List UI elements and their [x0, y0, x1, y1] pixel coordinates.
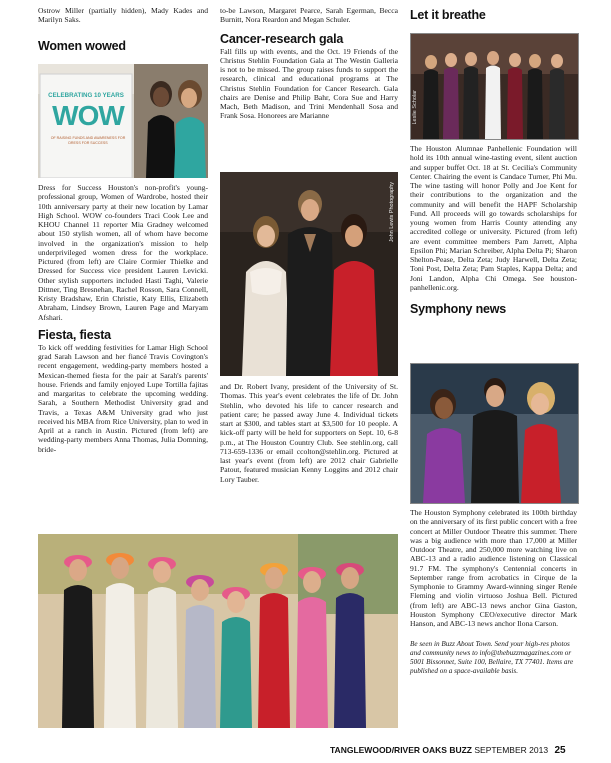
- fiesta-heading: Fiesta, fiesta: [38, 327, 111, 342]
- column-1: [38, 0, 208, 53]
- carryover-text: Ostrow Miller (partially hidden), Mady Kades and Marilyn Saks.: [38, 6, 208, 25]
- wow-banner-subtitle: OF RAISING FUNDS AND AWARENESS FOR DRESS FOR SUCCESS: [50, 136, 126, 145]
- magazine-name: TANGLEWOOD/RIVER OAKS BUZZ: [330, 745, 472, 755]
- symphony-photo: [410, 363, 579, 504]
- submission-note: Be seen in Buzz About Town. Send your high-res photos and community news to info@thebuzzmagazines.com or 5001 Bissonnet, Suite 100, Bellaire, TX 77401. Items are published on a space-available basis.: [410, 640, 574, 676]
- panhellenic-photo-credit: Leslie Scholar: [412, 90, 418, 125]
- symphony-news-body: The Houston Symphony celebrated its 100th birthday on the anniversary of its first public concert with a free concert at Miller Outdoor Theatre this summer. There was a big audience with more than 17,000 at Miller Outdoor Theatre, and 250,000 more watching live on ABC-13 and a radio audience listening on Classical 91.7 FM. The symphony's Centennial concerts in September range from acrobatics in Cirque de la Symphonie to Grammy Award-winning singer Renée Fleming and violin virtuoso Joshua Bell. Pictured (from left) are ABC-13 news anchor Gina Gaston, Houston Symphony CEO/executive director Mark Hanson, and ABC-13 news anchor Ilona Carson.: [410, 508, 578, 628]
- women-wowed-body: Dress for Success Houston's non-profit's young-professional group, Women of Wardrobe, hosted their 10th anniversary party at their new location by Lamar High School. WOW co-founders Traci Cook Lee and KHOU Channel 11 reporter Mia Gradney welcomed about 150 stylish women, all of whom have become involved in the organization's mission to help underprivileged women dress for the workplace. Pictured (from left) are Claire Cormier Thielke and Dressed for Success vice president Lauren Levicki. Other stylish supporters included Hasti Taghi, Valerie Dittner, Ting Bresnehan, Rachel Rosson, Sara Connell, Kristy Bradshaw, Erin Christie, Katy Ellis, Elizabeth Abraham, Lindsey Brown, Lauren Page and Maryam Afshari.: [38, 183, 208, 322]
- column-2: [220, 0, 398, 121]
- page-number: 25: [554, 745, 566, 756]
- column-3: [410, 0, 577, 22]
- cancer-gala-heading: Cancer-research gala: [220, 31, 344, 46]
- let-it-breathe-heading: Let it breathe: [410, 8, 486, 22]
- cancer-gala-body: Fall fills up with events, and the Oct. 19 Friends of the Christus Stehlin Foundation Gala at The Westin Galleria is not to be missed. The group raises funds to support the research, clinical and educational programs at The Christus Stehlin Foundation for Cancer Research. Gala chairs are Denise and Philip Bahr, Cora Sue and Harry Mach, Beth Madison, and Trini Mendenhall Sosa and Frank Sosa. Honorees are Marianne: [220, 46, 398, 121]
- panhellenic-photo: [410, 33, 579, 140]
- cancer-gala-body-continued: and Dr. Robert Ivany, president of the University of St. Thomas. This year's event celebrates the life of Dr. John Stehlin, who devoted his life to cancer research and patient care; he passed away June 4. Individual tickets start at $300, and tables start at $3,500 for 10 people. A kick-off party will be held for supporters on Sept. 10, 6-8 p.m., at The Houston Country Club. See stehlin.org, call 713-659-1336 or email ccolton@stehlin.org. Pictured at last year's event (from left) are 2012 chair Gabrielle Patout, featured musician Kenny Loggins and 2012 chair Lory Tauber.: [220, 382, 398, 484]
- wow-banner-line1: CELEBRATING 10 YEARS: [48, 92, 124, 99]
- wow-banner-logo: WOW: [52, 100, 124, 131]
- fiesta-photo: [38, 534, 398, 728]
- page-footer: [330, 745, 566, 756]
- fiesta-body: To kick off wedding festivities for Lamar High School grad Sarah Lawson and her fiancé Travis Covington's recent engagement, wedding-party members hosted a Mexican-themed fiesta for the pair at Sarah's parents' house. Friends and family enjoyed Lupe Tortilla fajitas and margaritas to celebrate the upcoming wedding. Sarah, a Southern Methodist University grad and Travis, a Texas A&M University grad who just received his MBA from Rice University, plan to wed in April at a ranch in Austin. Pictured (from left) are wedding-party members Anna Thomas, Julia Domning, bride-: [38, 342, 208, 454]
- column-3-body: [410, 144, 577, 316]
- column-1-body: [38, 183, 208, 454]
- gala-photo-credit: John Lewis Photography: [389, 182, 395, 243]
- fiesta-carryover-text: to-be Lawson, Margaret Pearce, Sarah Egerman, Becca Burnitt, Nora Reardon and Megan Schuler.: [220, 6, 398, 25]
- let-it-breathe-body: The Houston Alumnae Panhellenic Foundation will hold its 10th annual wine-tasting event, silent auction and supper buffet Oct. 18 at St. Cecilia's Community Center. Chairing the event is Candace Turner, Phi Mu. The wine tasting will honor Polly and Joe Kent for their contributions to the organization and the community and will benefit the HAPF Scholarship Fund. All proceeds will go towards scholarships for young women from Harris County attending any accredited college or university. Pictured (from left) are event committee members Pam Jarrett, Alpha Epsilon Phi; Marian Schreiber, Alpha Delta Pi; Sharon Shelton-Pease, Delta Zeta; Judy Harwell, Delta Zeta; Toni Post, Delta Zeta; Pam Staples, Kappa Delta; and Joni Landon, Alpha Chi Omega. See houston-panhellenic.org.: [410, 144, 577, 292]
- column-3-symphony: [410, 508, 577, 676]
- women-wowed-heading: Women wowed: [38, 38, 126, 53]
- symphony-news-heading: Symphony news: [410, 302, 507, 316]
- issue-date: SEPTEMBER 2013: [474, 745, 549, 755]
- gala-photo: [220, 172, 398, 376]
- column-2-body: [220, 382, 398, 484]
